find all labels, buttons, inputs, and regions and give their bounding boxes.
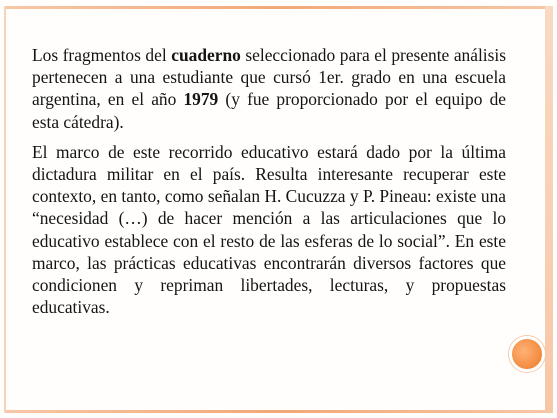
paragraph-1 [32,44,506,133]
paragraph-2: El marco de este recorrido educativo estará dado por la última dictadura militar en el país. Resulta interesante recuperar este contexto, en tanto, como señalan H. Cucuzza y P. Pineau: existe una “necesidad (…) de hacer mención a las articulaciones que lo educativo establece con el resto de las esferas de lo social”. En este marco, las prácticas educativas encontrarán diversos factores que condicionen y repriman libertades, lecturas, y propuestas educativas. [32,141,506,318]
frame-left-border [4,6,6,413]
paragraph-1-text-c: (y fue proporcionado por el equipo de esta cátedra). [32,89,506,132]
slide-body [32,44,506,318]
frame-top-border [6,6,551,9]
paragraph-1-text-a: Los fragmentos del [32,45,172,65]
paragraph-1-bold-cuaderno: cuaderno [171,45,241,65]
decorative-circle-icon [509,336,545,372]
paragraph-1-bold-year: 1979 [183,89,219,110]
frame-bottom-border [6,410,551,413]
paragraph-1-text-b: seleccionado para el presente análisis pertenecen a una estudiante que cursó 1er. grado en una escuela argentina, en el año [32,45,507,110]
frame-right-border [545,6,553,413]
